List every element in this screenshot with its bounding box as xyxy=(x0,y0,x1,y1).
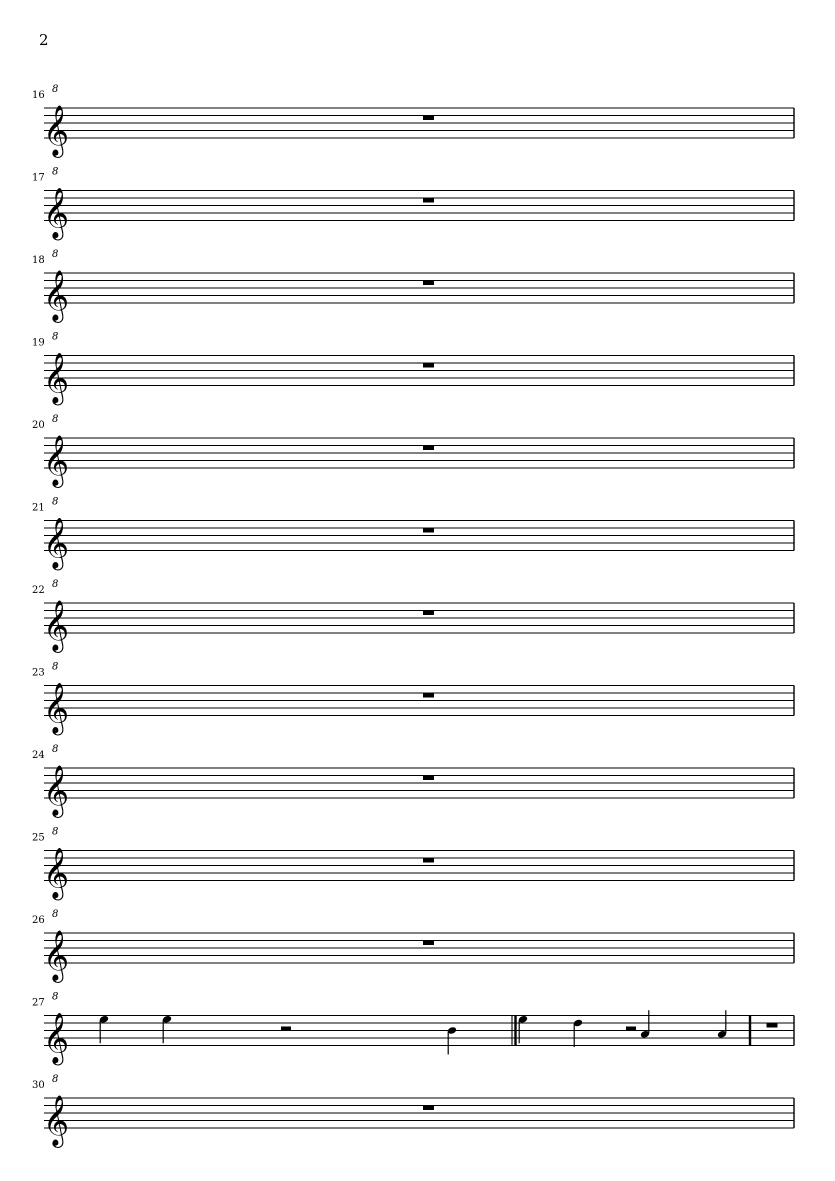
staff-system xyxy=(32,167,794,241)
treble-clef-icon: 𝄞 xyxy=(43,765,70,816)
octave-mark: 8 xyxy=(52,166,59,178)
staff-system xyxy=(32,744,794,818)
staff-system xyxy=(32,579,794,653)
whole-rest xyxy=(423,363,434,368)
measure-number: 22 xyxy=(32,585,45,596)
octave-mark: 8 xyxy=(52,909,59,920)
treble-clef-icon: 𝄞 xyxy=(43,435,70,486)
staff-system xyxy=(32,1074,794,1148)
whole-rest xyxy=(423,858,434,863)
measure-number: 21 xyxy=(32,502,45,514)
treble-clef-icon: 𝄞 xyxy=(43,1095,70,1146)
whole-rest xyxy=(423,1106,434,1111)
staff-system xyxy=(32,662,794,736)
octave-mark: 8 xyxy=(52,661,59,673)
measure-number: 16 xyxy=(32,90,45,101)
whole-rest xyxy=(423,941,434,946)
staff-system xyxy=(32,332,794,406)
half-rest xyxy=(281,1027,291,1031)
staff-system xyxy=(32,414,794,488)
octave-mark: 8 xyxy=(52,991,59,1003)
measure-number: 23 xyxy=(32,667,45,679)
treble-clef-icon: 𝄞 xyxy=(43,517,70,569)
whole-rest xyxy=(767,1023,778,1028)
whole-rest xyxy=(423,528,434,533)
treble-clef-icon: 𝄞 xyxy=(43,105,70,156)
octave-mark: 8 xyxy=(52,84,59,95)
staff-system xyxy=(32,909,794,983)
measure-number: 26 xyxy=(32,915,45,926)
whole-rest xyxy=(423,198,434,203)
octave-mark: 8 xyxy=(52,744,59,755)
staff-system xyxy=(32,497,794,571)
measure-number: 18 xyxy=(32,255,45,266)
whole-rest xyxy=(423,611,434,616)
page-number: 2 xyxy=(39,31,49,49)
half-rest xyxy=(626,1027,636,1031)
treble-clef-icon: 𝄞 xyxy=(43,847,70,899)
treble-clef-icon: 𝄞 xyxy=(43,270,70,321)
treble-clef-icon: 𝄞 xyxy=(43,930,70,981)
octave-mark: 8 xyxy=(52,249,59,260)
octave-mark: 8 xyxy=(52,496,59,508)
measure-number: 25 xyxy=(32,832,45,844)
octave-mark: 8 xyxy=(52,826,59,838)
whole-rest xyxy=(423,776,434,781)
staff-system xyxy=(32,84,794,158)
treble-clef-icon: 𝄞 xyxy=(43,352,70,404)
staff-system xyxy=(32,992,794,1066)
staff-system xyxy=(32,249,794,323)
whole-rest xyxy=(423,446,434,451)
octave-mark: 8 xyxy=(52,414,59,425)
treble-clef-icon: 𝄞 xyxy=(43,187,70,239)
staff-system xyxy=(32,827,794,901)
whole-rest xyxy=(423,281,434,286)
measure-number: 27 xyxy=(32,997,45,1009)
octave-mark: 8 xyxy=(52,579,59,590)
measure-number: 20 xyxy=(32,420,45,431)
whole-rest xyxy=(423,693,434,698)
measure-number: 17 xyxy=(32,172,45,184)
octave-mark: 8 xyxy=(52,1074,59,1085)
octave-mark: 8 xyxy=(52,331,59,343)
treble-clef-icon: 𝄞 xyxy=(43,600,70,651)
measure-number: 24 xyxy=(32,750,45,761)
measure-number: 30 xyxy=(32,1080,45,1091)
treble-clef-icon: 𝄞 xyxy=(43,1012,70,1064)
measure-number: 19 xyxy=(32,337,45,349)
treble-clef-icon: 𝄞 xyxy=(43,682,70,734)
whole-rest xyxy=(423,116,434,121)
